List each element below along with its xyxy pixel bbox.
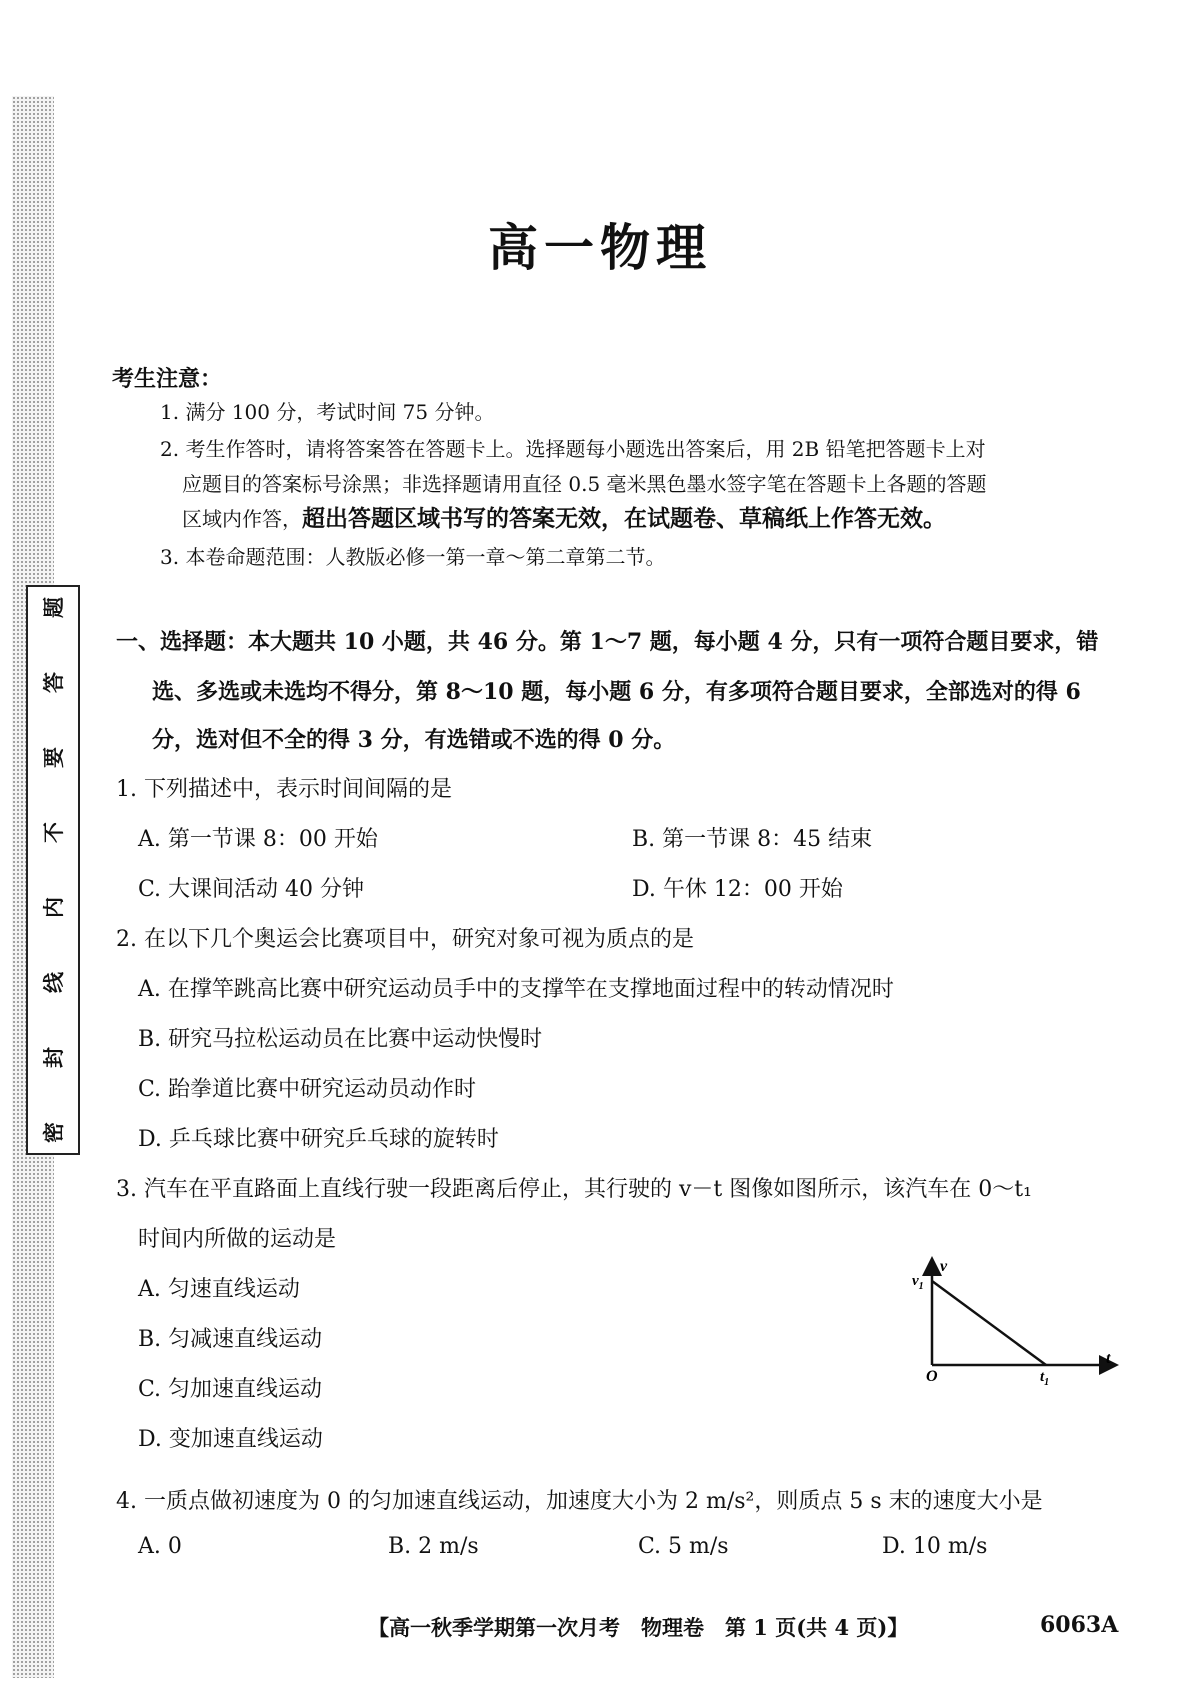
question-4-option-b: B. 2 m/s	[388, 1534, 479, 1559]
v1-label-sub: 1	[918, 1281, 924, 1292]
notice-item-2-line-2: 应题目的答案标号涂黑；非选择题请用直径 0.5 毫米黑色墨水签字笔在答题卡上各题的答题	[182, 472, 987, 496]
question-2-option-b: B. 研究马拉松运动员在比赛中运动快慢时	[138, 1027, 543, 1052]
question-2-stem: 2. 在以下几个奥运会比赛项目中，研究对象可视为质点的是	[116, 927, 694, 952]
t1-label	[1040, 1369, 1049, 1385]
question-3-stem-line-1: 3. 汽车在平直路面上直线行驶一段距离后停止，其行驶的 v－t 图像如图所示，该汽车在 0～t₁	[116, 1177, 1032, 1202]
question-2-option-d: D. 乒乓球比赛中研究乒乓球的旋转时	[138, 1127, 499, 1152]
vt-graph	[900, 1255, 1120, 1385]
seal-char: 要	[40, 747, 66, 768]
seal-char: 线	[40, 972, 66, 993]
question-1-stem: 1. 下列描述中，表示时间间隔的是	[116, 777, 452, 802]
page-footer: 【高一秋季学期第一次月考 物理卷 第 1 页(共 4 页)】	[368, 1615, 909, 1640]
v1-label-base: v	[912, 1273, 919, 1289]
question-3-option-d: D. 变加速直线运动	[138, 1427, 323, 1452]
question-3-option-b: B. 匀减速直线运动	[138, 1327, 323, 1352]
notice-item-2-line-3-start: 区域内作答，	[182, 507, 302, 531]
seal-char: 密	[40, 1122, 66, 1143]
notice-item-3: 3. 本卷命题范围：人教版必修一第一章～第二章第二节。	[160, 545, 666, 569]
page-title: 高一物理	[488, 219, 712, 277]
seal-line-box	[26, 585, 80, 1155]
question-1-option-a: A. 第一节课 8：00 开始	[138, 827, 378, 852]
section-1-line-3: 分，选对但不全的得 3 分，有选错或不选的得 0 分。	[152, 727, 676, 753]
question-4-stem: 4. 一质点做初速度为 0 的匀加速直线运动，加速度大小为 2 m/s²，则质点 5 s 末的速度大小是	[116, 1489, 1043, 1514]
question-3-stem-line-2: 时间内所做的运动是	[138, 1227, 337, 1252]
notice-heading: 考生注意：	[112, 366, 223, 392]
seal-char: 封	[40, 1047, 66, 1068]
velocity-line	[932, 1281, 1046, 1365]
section-1-heading: 一、选择题：本大题共 10 小题，共 46 分。第 1～7 题，每小题 4 分，只有一项符合题目要求，错	[116, 629, 1099, 655]
notice-item-2-line-1: 2. 考生作答时，请将答案答在答题卡上。选择题每小题选出答案后，用 2B 铅笔把答题卡上对	[160, 437, 986, 461]
t1-label-sub: 1	[1044, 1377, 1050, 1385]
section-1-line-2: 选、多选或未选均不得分，第 8～10 题，每小题 6 分，有多项符合题目要求，全部选对的得 6	[152, 679, 1081, 705]
question-3-option-c: C. 匀加速直线运动	[138, 1377, 323, 1402]
question-1-option-b: B. 第一节课 8：45 结束	[632, 827, 873, 852]
question-3-option-a: A. 匀速直线运动	[138, 1277, 300, 1302]
notice-item-2-emphasis: 超出答题区域书写的答案无效，在试题卷、草稿纸上作答无效。	[302, 506, 946, 532]
seal-char: 内	[40, 897, 66, 918]
question-2-option-c: C. 跆拳道比赛中研究运动员动作时	[138, 1077, 477, 1102]
paper-code: 6063A	[1040, 1612, 1119, 1638]
v-axis-label: v	[940, 1258, 948, 1275]
notice-item-2-line-3	[182, 506, 1162, 534]
question-1-option-c: C. 大课间活动 40 分钟	[138, 877, 365, 902]
v1-label	[912, 1273, 924, 1292]
seal-char: 题	[40, 597, 66, 618]
t1-label-base: t	[1040, 1369, 1045, 1385]
question-4-option-c: C. 5 m/s	[638, 1534, 729, 1559]
question-4-option-d: D. 10 m/s	[882, 1534, 988, 1559]
seal-char: 答	[40, 672, 66, 693]
origin-label: O	[926, 1368, 938, 1385]
question-4-option-a: A. 0	[138, 1534, 182, 1559]
question-2-option-a: A. 在撑竿跳高比赛中研究运动员手中的支撑竿在支撑地面过程中的转动情况时	[138, 977, 894, 1002]
t-axis-label: t	[1106, 1350, 1111, 1367]
seal-char: 不	[40, 822, 66, 843]
question-1-option-d: D. 午休 12：00 开始	[632, 877, 843, 902]
notice-item-1: 1. 满分 100 分，考试时间 75 分钟。	[160, 400, 495, 424]
